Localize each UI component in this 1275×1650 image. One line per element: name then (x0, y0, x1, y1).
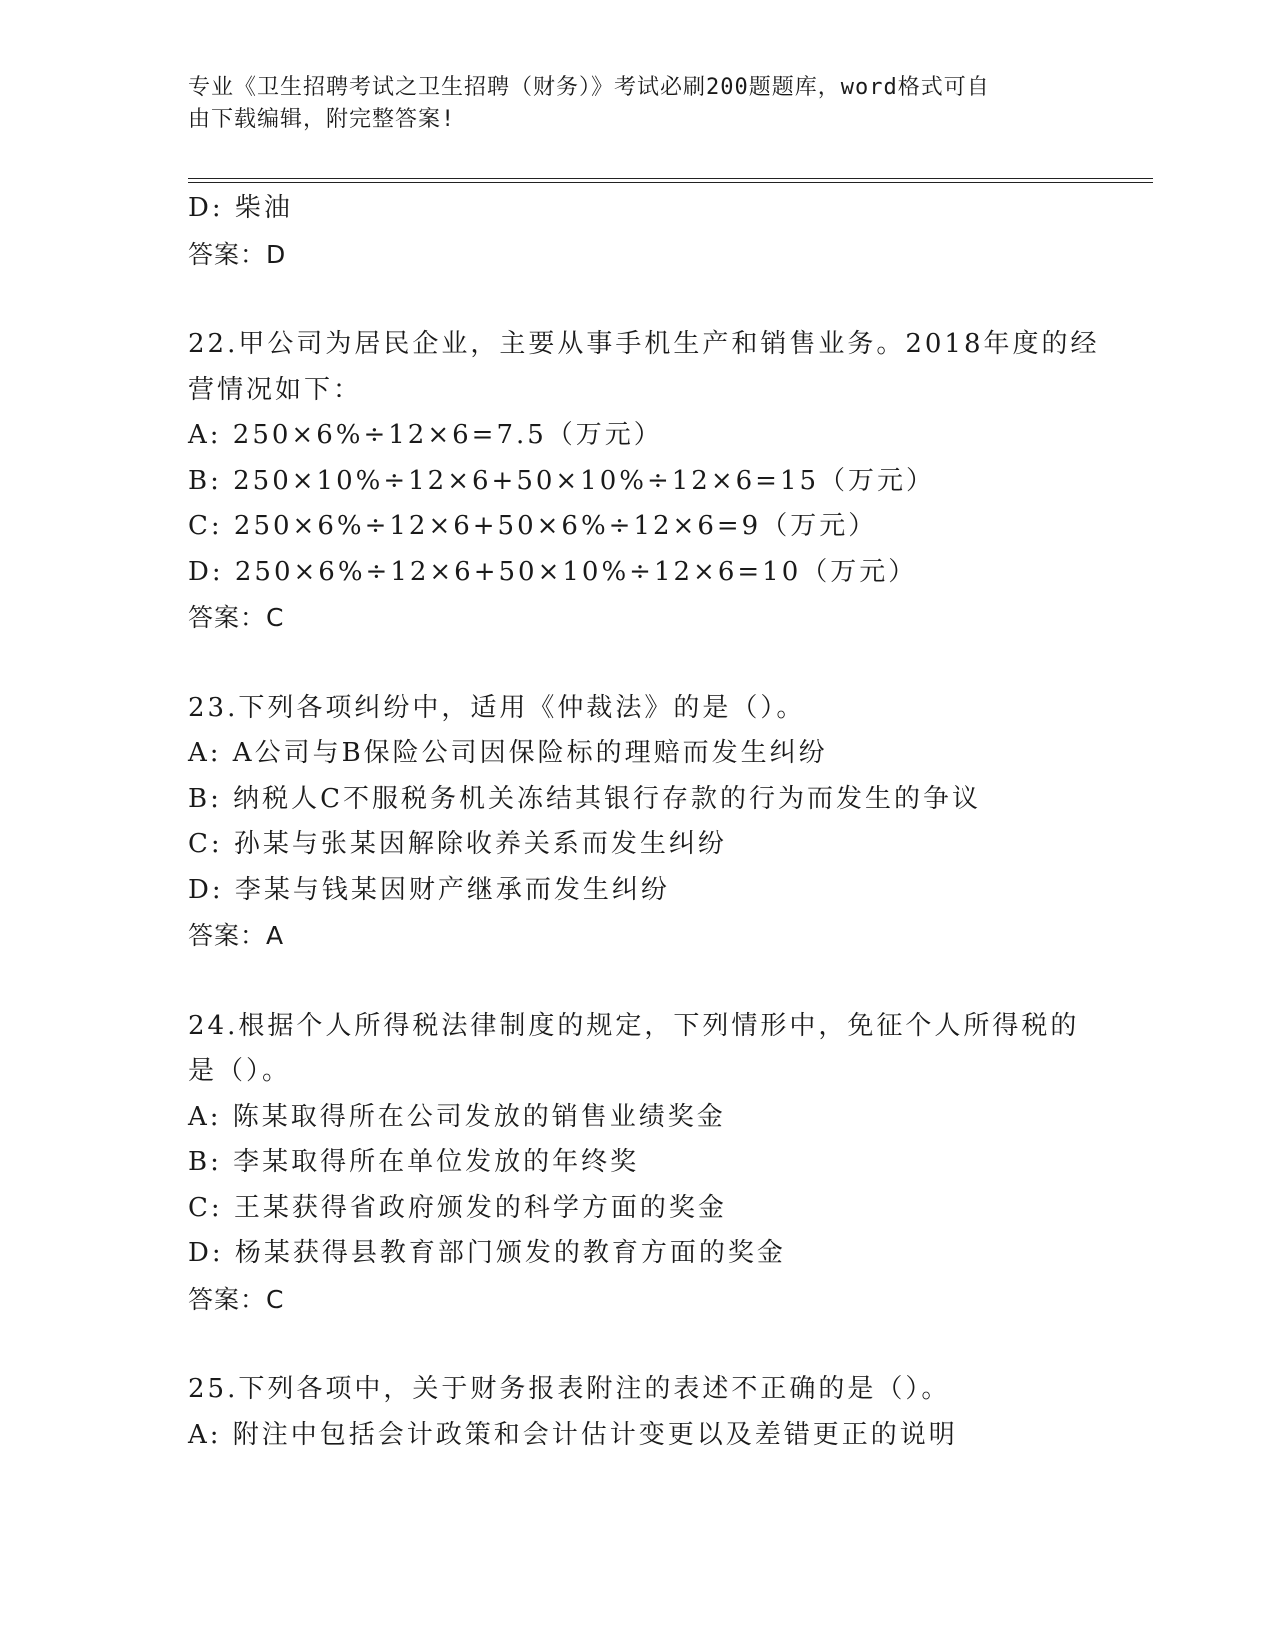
question-stem: 24.根据个人所得税法律制度的规定，下列情形中，免征个人所得税的 (188, 1010, 1080, 1041)
header-line-2: 由下载编辑，附完整答案! (188, 107, 456, 132)
option-b: B: 李某取得所在单位发放的年终奖 (188, 1147, 640, 1177)
header-divider-bottom (188, 182, 1153, 183)
question-23 (188, 686, 1088, 959)
answer-line: 答案：A (188, 921, 285, 950)
question-stem: 23.下列各项纠纷中，适用《仲裁法》的是（）。 (188, 692, 806, 723)
answer-line: 答案：D (188, 239, 287, 269)
header-line-1: 专业《卫生招聘考试之卫生招聘（财务）》考试必刷200题题库，word格式可自 (188, 75, 990, 100)
option-d: D: 250×6%÷12×6+50×10%÷12×6=10（万元） (188, 556, 918, 587)
question-22 (188, 322, 1100, 641)
option-c: C: 孙某与张某因解除收养关系而发生纠纷 (188, 829, 727, 859)
option-d: D: 柴油 (188, 193, 293, 223)
question-stem-continued: 营情况如下： (188, 374, 363, 405)
option-a: A: 250×6%÷12×6=7.5（万元） (188, 420, 663, 450)
question-24 (188, 1004, 1088, 1323)
option-c: C: 王某获得省政府颁发的科学方面的奖金 (188, 1192, 727, 1223)
question-stem-continued: 是（）。 (188, 1056, 292, 1086)
document-header (188, 72, 1088, 136)
document-body (188, 186, 1100, 1458)
answer-line: 答案：C (188, 603, 285, 632)
question-stem: 25.下列各项中，关于财务报表附注的表述不正确的是（）。 (188, 1374, 951, 1404)
option-a: A: 陈某取得所在公司发放的销售业绩奖金 (188, 1101, 726, 1132)
answer-line: 答案：C (188, 1284, 285, 1314)
option-a: A: A公司与B保险公司因保险标的理赔而发生纠纷 (188, 738, 828, 768)
option-b: B: 纳税人C不服税务机关冻结其银行存款的行为而发生的争议 (188, 783, 982, 814)
previous-question-tail (188, 186, 1088, 277)
option-b: B: 250×10%÷12×6+50×10%÷12×6=15（万元） (188, 465, 936, 496)
header-divider-top (188, 178, 1153, 179)
option-d: D: 杨某获得县教育部门颁发的教育方面的奖金 (188, 1238, 786, 1268)
option-c: C: 250×6%÷12×6+50×6%÷12×6=9（万元） (188, 511, 878, 541)
question-stem: 22.甲公司为居民企业，主要从事手机生产和销售业务。2018年度的经 (188, 329, 1100, 359)
question-25 (188, 1367, 1088, 1458)
option-a: A: 附注中包括会计政策和会计估计变更以及差错更正的说明 (188, 1419, 958, 1450)
option-d: D: 李某与钱某因财产继承而发生纠纷 (188, 874, 670, 905)
